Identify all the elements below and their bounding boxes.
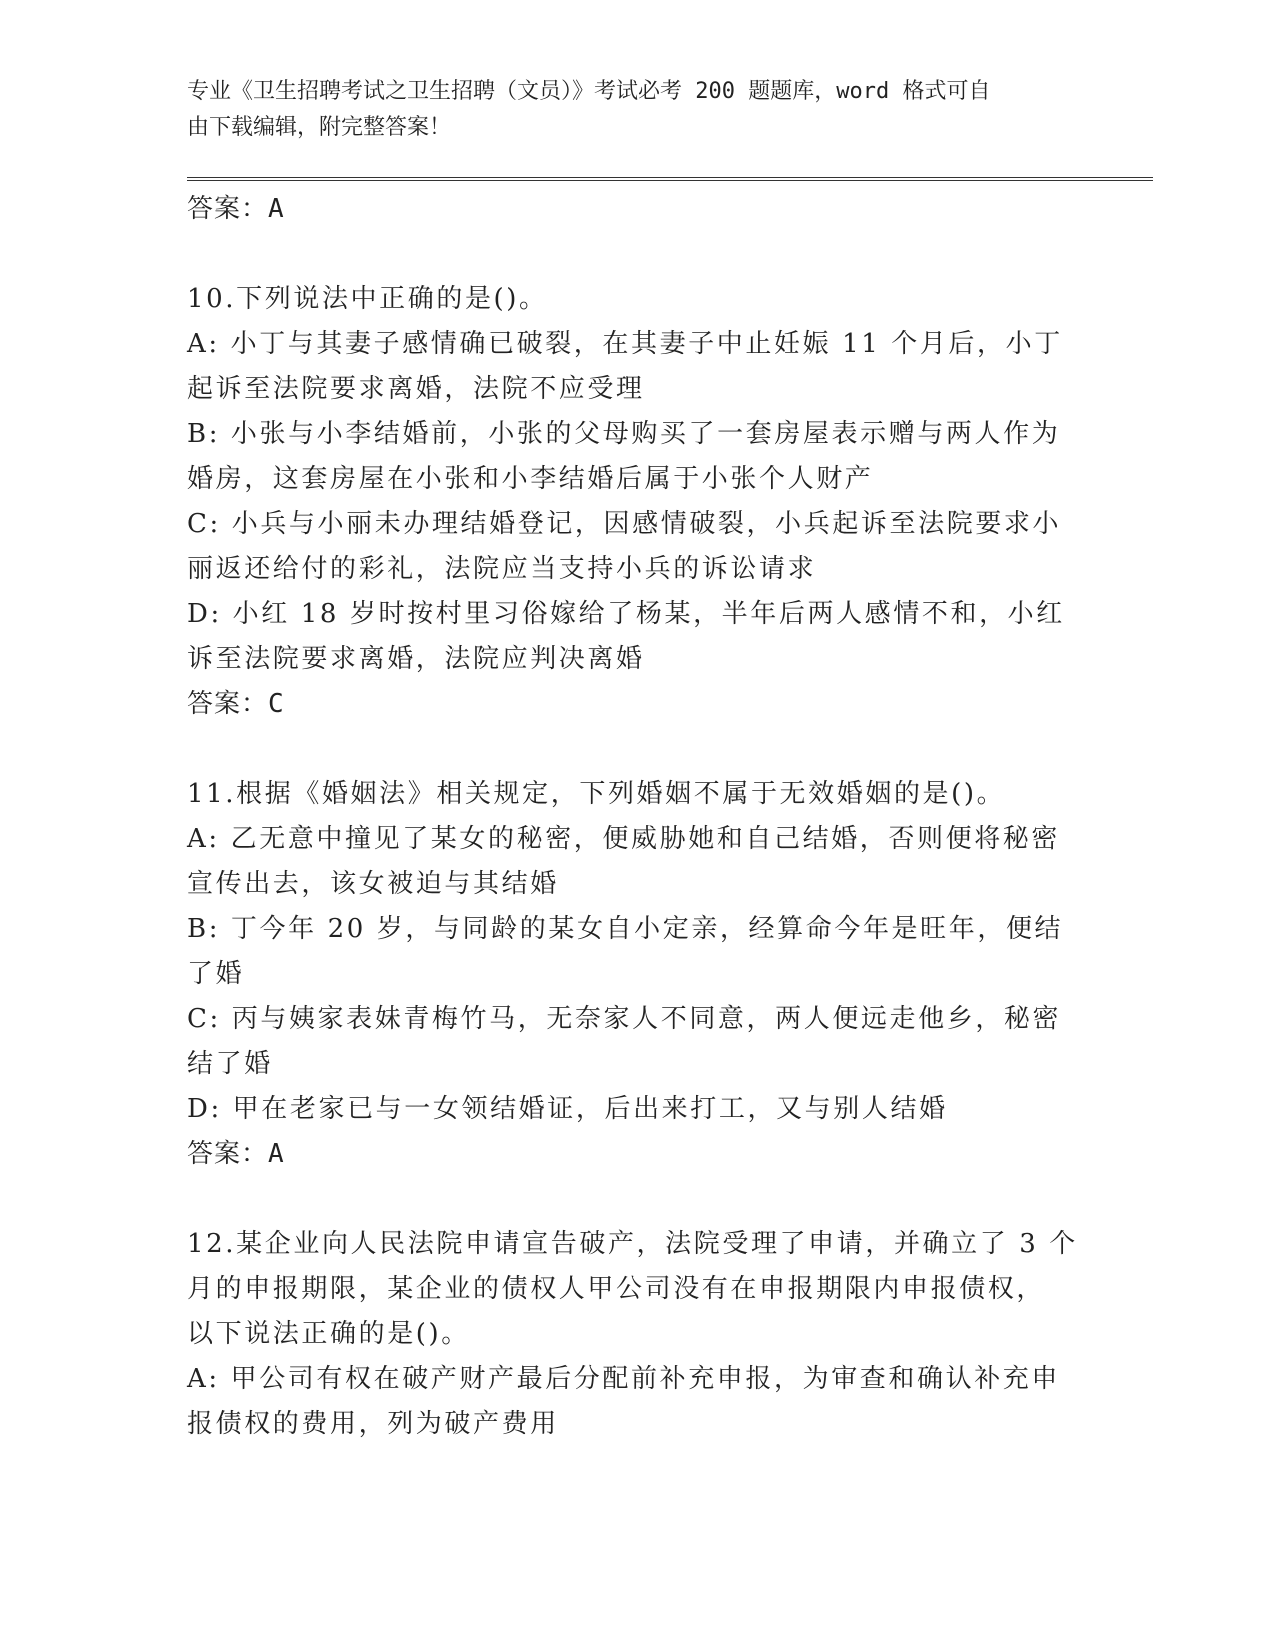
answer-line (187, 682, 1067, 727)
header-line-1: 专业《卫生招聘考试之卫生招聘（文员）》考试必考 200 题题库，word 格式可自 (187, 79, 991, 104)
option-b: B: 小张与小李结婚前，小张的父母购买了一套房屋表示赠与两人作为 (187, 419, 1061, 449)
option-a: A: 甲公司有权在破产财产最后分配前补充申报，为审查和确认补充申 (187, 1364, 1061, 1394)
question-11 (187, 772, 1067, 1177)
answer-label: 答案： (187, 194, 269, 224)
option-a-cont: 报债权的费用，列为破产费用 (187, 1409, 559, 1439)
answer-label: 答案： (187, 1139, 269, 1169)
question-text: 12.某企业向人民法院申请宣告破产，法院受理了申请，并确立了 3 个 (187, 1229, 1078, 1259)
document-body (187, 187, 1078, 1447)
option-a-cont: 起诉至法院要求离婚，法院不应受理 (187, 374, 645, 404)
option-d: D: 甲在老家已与一女领结婚证，后出来打工，又与别人结婚 (187, 1094, 948, 1124)
header-divider (187, 177, 1153, 181)
document-header (187, 74, 1067, 146)
option-a-cont: 宣传出去，该女被迫与其结婚 (187, 869, 559, 899)
question-text-cont: 以下说法正确的是()。 (187, 1319, 470, 1349)
answer-line (187, 1132, 1067, 1177)
option-b: B: 丁今年 20 岁，与同龄的某女自小定亲，经算命今年是旺年，便结 (187, 914, 1064, 944)
answer-line (187, 187, 1067, 232)
question-12 (187, 1222, 1078, 1447)
answer-value: C (268, 689, 285, 719)
answer-label: 答案： (187, 689, 269, 719)
option-c: C: 丙与姨家表妹青梅竹马，无奈家人不同意，两人便远走他乡，秘密 (187, 1004, 1062, 1034)
question-text: 10.下列说法中正确的是()。 (187, 284, 548, 314)
question-10 (187, 277, 1067, 727)
question-text: 11.根据《婚姻法》相关规定，下列婚姻不属于无效婚姻的是()。 (187, 779, 1006, 809)
option-d: D: 小红 18 岁时按村里习俗嫁给了杨某，半年后两人感情不和，小红 (187, 599, 1065, 629)
option-d-cont: 诉至法院要求离婚，法院应判决离婚 (187, 644, 645, 674)
option-a: A: 小丁与其妻子感情确已破裂，在其妻子中止妊娠 11 个月后，小丁 (187, 329, 1063, 359)
option-c-cont: 结了婚 (187, 1049, 273, 1079)
spacer (187, 727, 1067, 772)
answer-value: A (268, 1139, 285, 1169)
option-b-cont: 了婚 (187, 959, 245, 989)
spacer (187, 232, 1067, 277)
option-a: A: 乙无意中撞见了某女的秘密，便威胁她和自己结婚，否则便将秘密 (187, 824, 1061, 854)
header-line-2: 由下载编辑，附完整答案！ (187, 115, 452, 140)
spacer (187, 1177, 1067, 1222)
option-c-cont: 丽返还给付的彩礼，法院应当支持小兵的诉讼请求 (187, 554, 817, 584)
option-c: C: 小兵与小丽未办理结婚登记，因感情破裂，小兵起诉至法院要求小 (187, 509, 1062, 539)
option-b-cont: 婚房，这套房屋在小张和小李结婚后属于小张个人财产 (187, 464, 874, 494)
question-text-cont: 月的申报期限，某企业的债权人甲公司没有在申报期限内申报债权， (187, 1274, 1046, 1304)
answer-value: A (268, 194, 285, 224)
